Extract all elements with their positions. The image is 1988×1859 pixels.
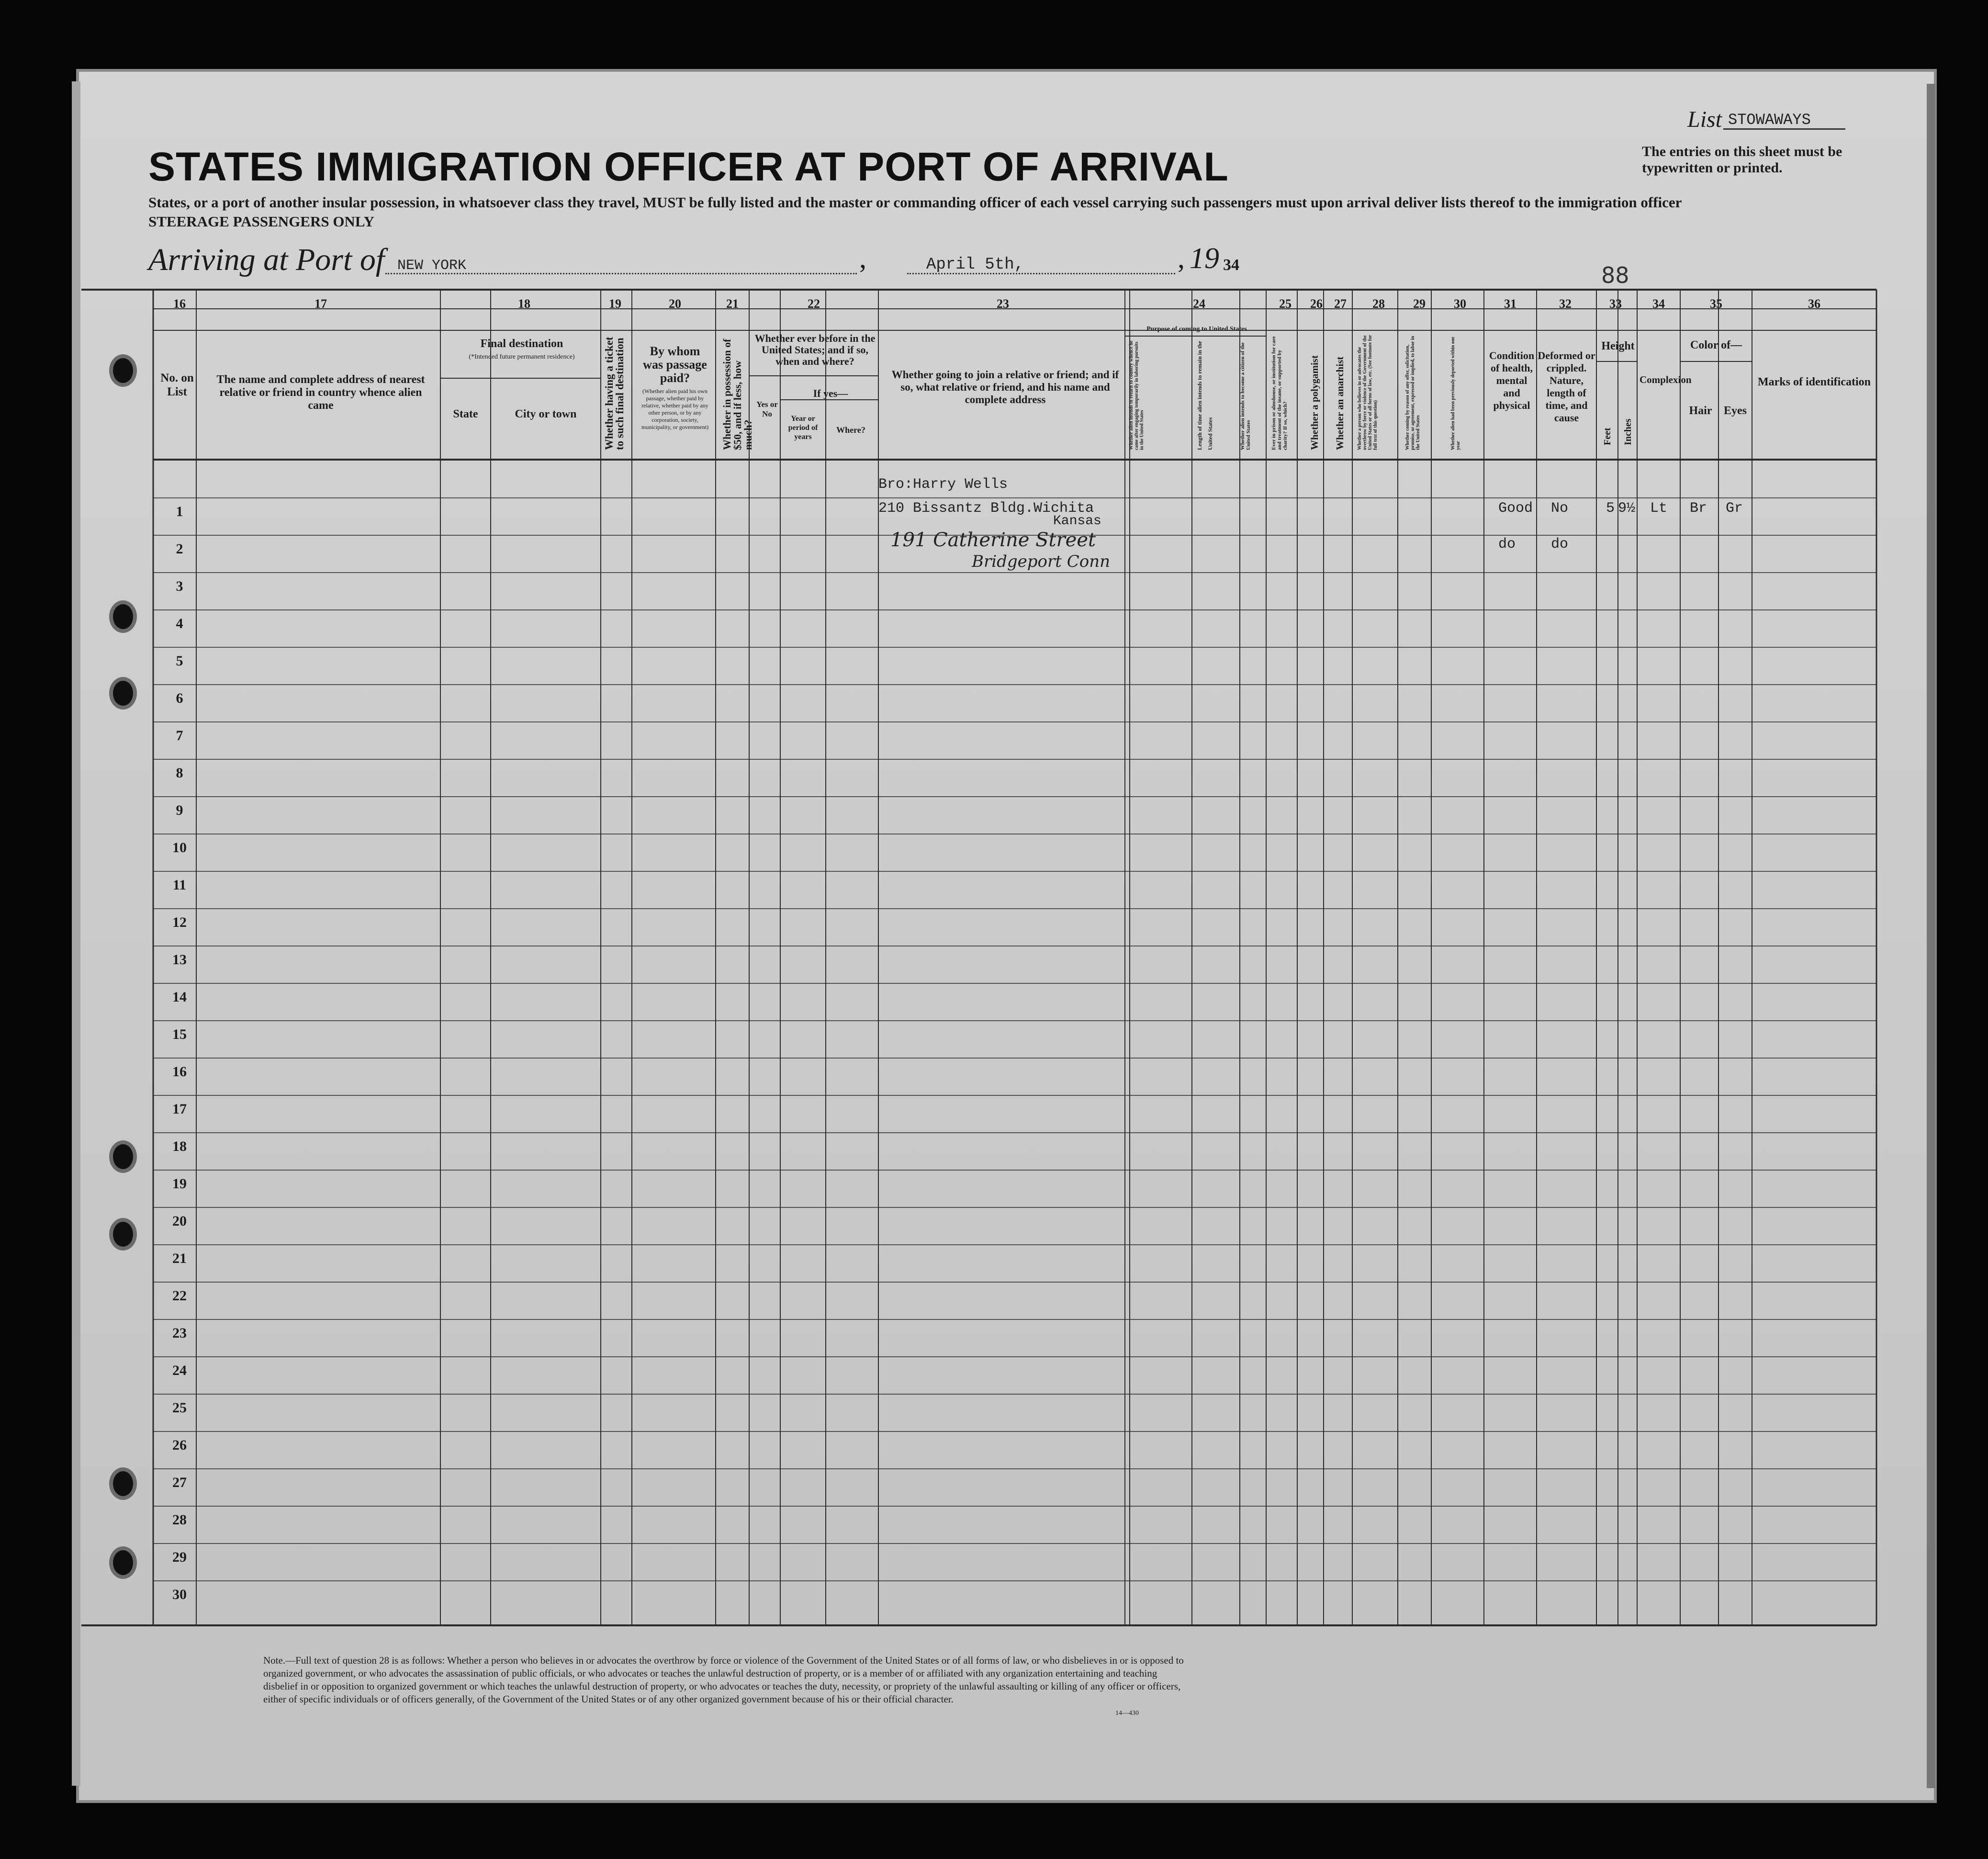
steerage-label: STEERAGE PASSENGERS ONLY [148,213,375,230]
col-number-23: 23 [997,297,1009,311]
comma-sep: , [859,242,866,274]
col22-where: Where? [836,425,865,435]
col-number-29: 29 [1413,297,1426,311]
col24b-header: Length of time alien intends to remain in the United States [1196,341,1213,450]
height-feet-r1: 5 [1606,500,1615,517]
form-code: 14—430 [1115,1710,1139,1717]
col21-header: Whether in possession of $50, and if less, how much? [721,338,754,450]
health-r1: Good [1498,500,1533,517]
col-number-19: 19 [609,297,621,311]
row-number: 2 [176,541,183,557]
col33-inches: Inches [1623,418,1633,445]
row-number: 19 [172,1176,187,1192]
col-number-33: 33 [1609,297,1622,311]
port-value: NEW YORK [397,258,467,274]
date-value: April 5th, [926,256,1024,274]
col-number-16: 16 [173,297,186,311]
row-number: 30 [172,1587,187,1602]
row-number: 6 [176,690,183,706]
col-number-27: 27 [1334,297,1347,311]
row-number: 28 [172,1512,187,1528]
col-number-25: 25 [1279,297,1292,311]
col18-city: City or town [515,408,577,420]
relative-hand-line2: Bridgeport Conn [972,552,1110,571]
col35-eyes: Eyes [1724,405,1747,417]
row-number: 26 [172,1437,187,1453]
col-number-36: 36 [1808,297,1820,311]
col35-hair: Hair [1689,405,1712,417]
col22-ifyes: If yes— [813,387,848,399]
col24c-header: Whether alien intends to become a citizen of the United States [1240,342,1251,450]
col31-header: Condition of health, mental and physical [1489,349,1535,411]
col16-header: No. on List [160,372,194,398]
col22-year: Year or period of years [788,415,818,441]
col27-header: Whether an anarchist [1334,356,1346,450]
col18-subheader: (*Intended future permanent residence) [469,353,575,361]
col22-header: Whether ever before in the United States; and if so, when and where? [754,332,876,367]
col-number-34: 34 [1652,297,1665,311]
col36-header: Marks of identification [1758,376,1871,388]
row-number: 5 [176,653,183,669]
row-number: 25 [172,1400,187,1416]
relative-line3: Kansas [1053,514,1101,529]
col26-header: Whether a polygamist [1309,355,1320,450]
row-number: 17 [172,1101,187,1117]
relative-hand-line1: 191 Catherine Street [890,529,1096,551]
deformed-r1: No [1551,500,1569,517]
deformed-r2: do [1551,536,1569,552]
row-number: 24 [172,1363,187,1378]
col17-header: The name and complete address of nearest relative or friend in country whence alien came [216,373,425,412]
col18-state: State [453,408,478,420]
footnote: Note.—Full text of question 28 is as follows: Whether a person who believes in or advocates the overthrow by force or violence of the Government of the United States or of all forms of law, or who disbelieves in or is opposed to organized government, or who advocates the assassination of public officials, or who advocates or teaches the unlawful destruction of property, or is a member of or affiliated with any organization entertaining and teaching disbelief in or opposition to organized government or which teaches the unlawful destruction of property, or who advocates or teaches the duty, necessity, or propriety of the unlawful assaulting or killing of any officer or officers, either of specific individuals or of officers generally, of the Government of the United States or of any other organized government because of his or their official character. [263,1655,1184,1705]
instructions-text: States, or a port of another insular possession, in whatsoever class they travel, MUST be fully listed and the master or commanding officer of each vessel carrying such passengers must upon arrival deliver lists thereof to the immigration officer [148,194,1682,211]
row-number: 3 [176,578,183,594]
complexion-r1: Lt [1650,500,1668,517]
col-number-22: 22 [808,297,820,311]
col32-header: Deformed or crippled. Nature, length of time, and cause [1538,349,1595,424]
eyes-r1: Gr [1726,500,1743,517]
row-number: 10 [172,840,187,856]
col28-header: Whether a person who believes in or advocates the overthrow by force or violence of the Government of the United States or of all forms of law, etc. (See footnote for full text of this question) [1357,335,1378,450]
comma-sep: , [1178,242,1185,274]
list-label: List [1687,107,1722,132]
list-value: STOWAWAYS [1728,111,1811,129]
row-number: 23 [172,1325,187,1341]
row-number: 21 [172,1251,187,1266]
col-number-20: 20 [669,297,681,311]
col-number-24: 24 [1193,297,1205,311]
col25-header: Ever in prison or almshouse, or institution for care and treatment of the insane, or supported by charity? If so, which? [1271,336,1288,450]
col20-header: By whom was passage paid? [643,344,707,385]
col22-yesno: Yes or No [756,400,778,418]
height-inches-r1: 9½ [1618,500,1636,517]
col33-header: Height [1601,340,1635,352]
col-number-35: 35 [1710,297,1722,311]
row-number: 8 [176,765,183,781]
row-number: 13 [172,952,187,968]
row-number: 18 [172,1138,187,1154]
page-title: STATES IMMIGRATION OFFICER AT PORT OF ARRIVAL [148,144,1229,189]
row-number: 29 [172,1549,187,1565]
row-number: 7 [176,728,183,744]
col34-header: Complexion [1640,374,1692,385]
row-number: 9 [176,802,183,818]
relative-line1: Bro:Harry Wells [878,476,1008,493]
col-number-21: 21 [726,297,739,311]
col23-header: Whether going to join a relative or friend; and if so, what relative or friend, and his name and complete address [891,369,1119,406]
col-number-32: 32 [1559,297,1572,311]
col33-feet: Feet [1602,428,1613,445]
page-number: 88 [1601,262,1629,288]
col-number-26: 26 [1310,297,1323,311]
entries-note: The entries on this sheet must be typewritten or printed. [1642,144,1842,176]
arriving-port-label: Arriving at Port of [148,242,385,277]
row-number: 20 [172,1213,187,1229]
col-number-30: 30 [1454,297,1466,311]
col24-header: Purpose of coming to United States [1146,326,1247,333]
row-number: 27 [172,1475,187,1490]
col-number-31: 31 [1504,297,1516,311]
year-prefix: 19 [1190,242,1219,275]
row-number: 16 [172,1064,187,1080]
row-number: 15 [172,1026,187,1042]
col18-header: Final destination [480,338,563,350]
health-r2: do [1498,536,1516,552]
row-number: 1 [176,504,183,519]
hair-r1: Br [1690,500,1707,517]
row-number: 4 [176,616,183,631]
col35-header: Color of— [1690,339,1742,351]
col-number-28: 28 [1372,297,1385,311]
relative-line2: 210 Bissantz Bldg.Wichita [878,500,1094,517]
year-suffix: 34 [1223,256,1239,274]
row-number: 22 [172,1288,187,1304]
col30-header: Whether alien had been previously deported within one year [1450,337,1461,450]
col20-subheader: (Whether alien paid his own passage, whether paid by relative, whether paid by any other person, or by any corporation, society, municipality, or government) [641,388,709,430]
row-number: 11 [172,877,187,893]
col24a-header: Whether alien intends to return to country whence he came after engaging temporarily in laboring pursuits in the United States [1129,340,1145,450]
col19-header: Whether having a ticket to such final destination [603,337,626,450]
col29-header: Whether coming by reason of any offer, solicitation, promise, or agreement, expressed or implied, to labor in the United States [1405,336,1421,450]
col-number-18: 18 [518,297,530,311]
row-number: 12 [172,914,187,930]
col-number-17: 17 [314,297,327,311]
row-number: 14 [172,989,187,1005]
